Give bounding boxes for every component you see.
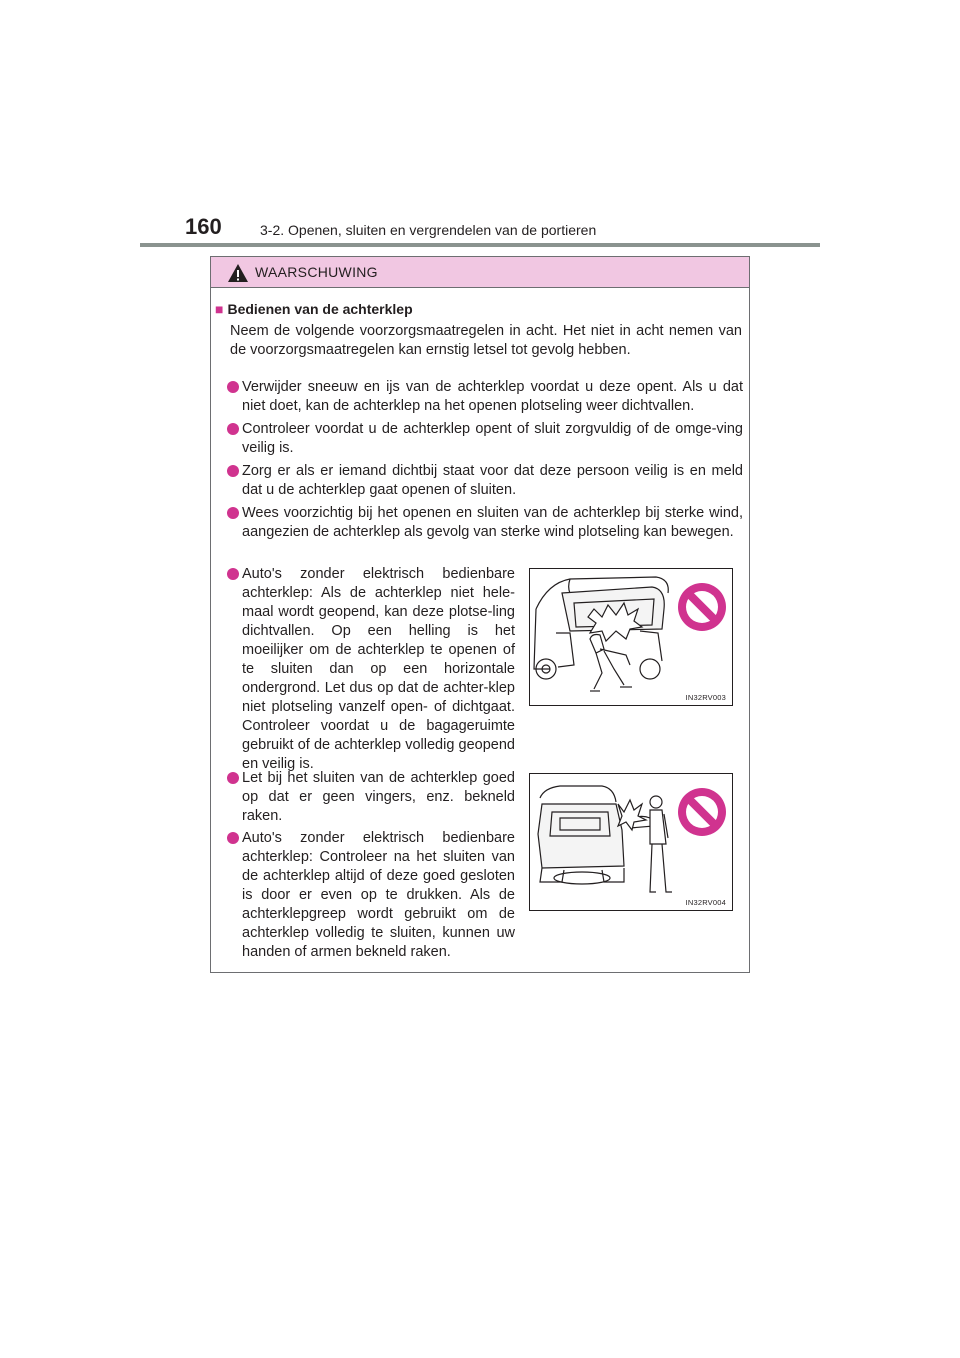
bullet-item — [227, 565, 515, 774]
warning-label: WAARSCHUWING — [255, 264, 378, 280]
bullet-text: Zorg er als er iemand dichtbij staat voor dat deze persoon veilig is en meld dat u de achterklep gaat openen of sluiten. — [242, 463, 743, 498]
bullet-item — [227, 504, 743, 542]
bullet-item — [227, 462, 743, 500]
warning-intro: Neem de volgende voorzorgsmaatregelen in acht. Het niet in acht nemen van de voorzorgsmaatregelen kan ernstig letsel tot gevolg hebben. — [230, 323, 742, 358]
warning-triangle-icon — [227, 263, 249, 283]
section-title: 3-2. Openen, sluiten en vergrendelen van de portieren — [260, 222, 597, 238]
bullet-dot-icon — [227, 423, 239, 435]
page-number: 160 — [185, 214, 222, 239]
warning-box — [210, 256, 750, 973]
bullet-text: Auto's zonder elektrisch bedienbare achterklep: Als de achterklep niet hele-maal wordt geopend, kan deze plotse-ling dichtvallen. Op een helling is het moeilijker om de achterklep te openen of te sluiten dan op een horizontale ondergrond. Let dus op dat de achter-klep niet plotseling vanzelf open- of dichtgaat. Controleer voordat u de bagageruimte gebruikt of de achterklep volledig geopend en veilig is. — [242, 566, 515, 772]
bullet-dot-icon — [227, 832, 239, 844]
bullet-text: Auto's zonder elektrisch bedienbare achterklep: Controleer na het sluiten van de achterklep altijd of deze goed gesloten is door er even op te drukken. Als de achterklepgreep wordt gebruikt om de achterklep volledig te sluiten, kunnen uw handen of armen bekneld raken. — [242, 830, 515, 960]
bullet-dot-icon — [227, 772, 239, 784]
hand-pinched-drawing — [530, 774, 732, 910]
warning-subheading — [215, 301, 413, 317]
bullet-item — [227, 769, 515, 826]
square-bullet-icon: ■ — [215, 301, 224, 317]
bullet-text: Wees voorzichtig bij het openen en sluiten van de achterklep bij sterke wind, aangezien de achterklep als gevolg van sterke wind plotseling kan bewegen. — [242, 505, 743, 540]
bullet-dot-icon — [227, 381, 239, 393]
bullet-text: Verwijder sneeuw en ijs van de achterklep voordat u deze opent. Als u dat niet doet, kan de achterklep na het openen plotseling weer dichtvallen. — [242, 379, 743, 414]
illustration-tailgate-falling — [529, 568, 733, 706]
bullet-dot-icon — [227, 507, 239, 519]
illustration-code: IN32RV003 — [685, 693, 726, 702]
bullet-text: Let bij het sluiten van de achterklep goed op dat er geen vingers, enz. bekneld raken. — [242, 770, 515, 824]
bullet-text: Controleer voordat u de achterklep opent of sluit zorgvuldig of de omge-ving veilig is. — [242, 421, 743, 456]
tailgate-falling-drawing — [530, 569, 732, 705]
warning-header — [211, 257, 749, 288]
bullet-dot-icon — [227, 568, 239, 580]
bullet-item — [227, 420, 743, 458]
header-rule — [140, 243, 820, 247]
illustration-hand-pinched — [529, 773, 733, 911]
bullet-dot-icon — [227, 465, 239, 477]
subheading-text: Bedienen van de achterklep — [227, 301, 413, 317]
bullet-item — [227, 378, 743, 416]
bullet-item — [227, 829, 515, 962]
illustration-code: IN32RV004 — [685, 898, 726, 907]
